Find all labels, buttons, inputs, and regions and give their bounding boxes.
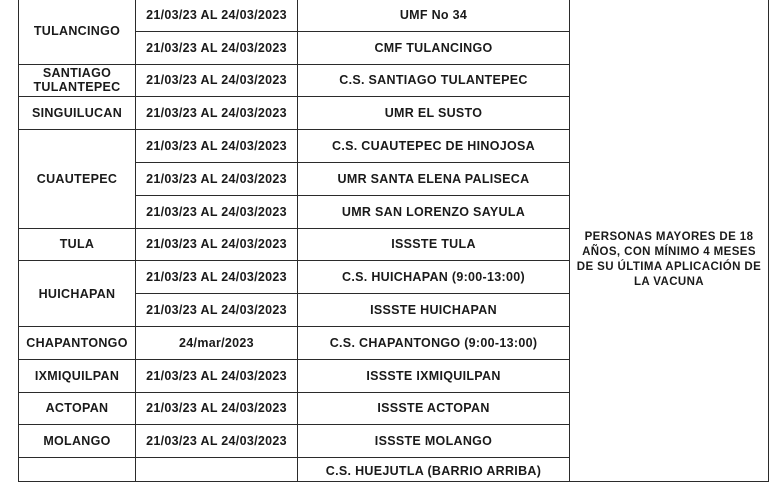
municipio-cell: TULA <box>19 228 136 261</box>
fecha-cell: 24/mar/2023 <box>136 326 298 359</box>
municipio-cell: HUICHAPAN <box>19 261 136 327</box>
sede-cell: ISSSTE TULA <box>298 228 570 261</box>
fecha-cell: 21/03/23 AL 24/03/2023 <box>136 97 298 130</box>
municipio-cell: ACTOPAN <box>19 392 136 425</box>
poblacion-cell: PERSONAS MAYORES DE 18 AÑOS, CON MÍNIMO 4 MESES DE SU ÚLTIMA APLICACIÓN DE LA VACUNA <box>570 0 769 482</box>
municipio-cell: MOLANGO <box>19 425 136 458</box>
sede-cell: ISSSTE HUICHAPAN <box>298 294 570 327</box>
fecha-cell: 21/03/23 AL 24/03/2023 <box>136 31 298 64</box>
fecha-cell: 21/03/23 AL 24/03/2023 <box>136 392 298 425</box>
fecha-cell: 21/03/23 AL 24/03/2023 <box>136 425 298 458</box>
fecha-cell: 21/03/23 AL 24/03/2023 <box>136 261 298 294</box>
sede-cell: C.S. SANTIAGO TULANTEPEC <box>298 64 570 97</box>
fecha-cell: 21/03/23 AL 24/03/2023 <box>136 162 298 195</box>
municipio-cell: SANTIAGO TULANTEPEC <box>19 64 136 97</box>
municipio-cell: TULANCINGO <box>19 0 136 64</box>
fecha-cell: 21/03/23 AL 24/03/2023 <box>136 359 298 392</box>
sede-cell: C.S. HUICHAPAN (9:00-13:00) <box>298 261 570 294</box>
vaccination-schedule-table <box>18 0 769 482</box>
sede-cell: C.S. CUAUTEPEC DE HINOJOSA <box>298 130 570 163</box>
sede-cell: CMF TULANCINGO <box>298 31 570 64</box>
fecha-cell: 21/03/23 AL 24/03/2023 <box>136 130 298 163</box>
sede-cell: ISSSTE MOLANGO <box>298 425 570 458</box>
municipio-cell: CHAPANTONGO <box>19 326 136 359</box>
sede-cell: ISSSTE IXMIQUILPAN <box>298 359 570 392</box>
sede-cell: UMF No 34 <box>298 0 570 31</box>
sede-cell: UMR SANTA ELENA PALISECA <box>298 162 570 195</box>
sede-cell: C.S. HUEJUTLA (BARRIO ARRIBA) <box>298 458 570 482</box>
municipio-cell: SINGUILUCAN <box>19 97 136 130</box>
municipio-cell: IXMIQUILPAN <box>19 359 136 392</box>
fecha-cell: 21/03/23 AL 24/03/2023 <box>136 228 298 261</box>
sede-cell: ISSSTE ACTOPAN <box>298 392 570 425</box>
municipio-cell: CUAUTEPEC <box>19 130 136 228</box>
sede-cell: UMR SAN LORENZO SAYULA <box>298 195 570 228</box>
fecha-cell: 21/03/23 AL 24/03/2023 <box>136 0 298 31</box>
fecha-cell: 21/03/23 AL 24/03/2023 <box>136 195 298 228</box>
fecha-cell: 21/03/23 AL 24/03/2023 <box>136 294 298 327</box>
fecha-cell: 21/03/23 AL 24/03/2023 <box>136 64 298 97</box>
sede-cell: C.S. CHAPANTONGO (9:00-13:00) <box>298 326 570 359</box>
table-row <box>19 0 769 31</box>
sede-cell: UMR EL SUSTO <box>298 97 570 130</box>
